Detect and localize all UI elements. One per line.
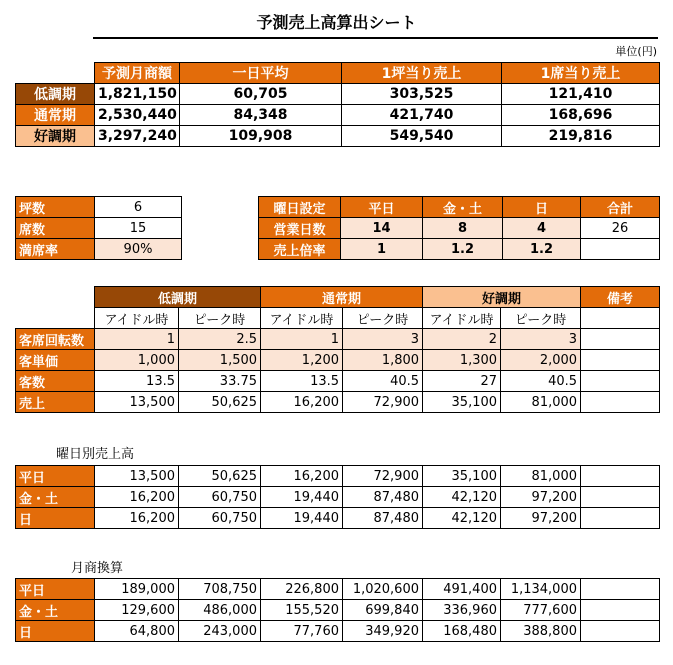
remarks-cell[interactable] xyxy=(581,487,660,508)
weekday-header: 平日 xyxy=(341,197,423,218)
daily-cell[interactable]: 60,750 xyxy=(179,508,261,529)
daily-sales-table xyxy=(15,465,660,529)
main-cell[interactable]: 33.75 xyxy=(179,371,261,392)
main-cell[interactable]: 1,000 xyxy=(95,350,179,371)
daily-cell[interactable]: 72,900 xyxy=(343,466,423,487)
summary-cell[interactable]: 219,816 xyxy=(502,126,660,147)
summary-header: 1坪当り売上 xyxy=(342,63,502,84)
remarks-cell[interactable] xyxy=(581,329,660,350)
monthly-cell[interactable]: 336,960 xyxy=(423,600,501,621)
summary-cell[interactable]: 421,740 xyxy=(342,105,502,126)
subheader: ピーク時 xyxy=(343,308,423,329)
main-cell[interactable]: 1,800 xyxy=(343,350,423,371)
store-value[interactable]: 6 xyxy=(95,197,182,218)
monthly-cell[interactable]: 189,000 xyxy=(95,579,179,600)
summary-cell[interactable]: 2,530,440 xyxy=(95,105,180,126)
daily-cell[interactable]: 42,120 xyxy=(423,487,501,508)
daily-cell[interactable]: 16,200 xyxy=(95,508,179,529)
period-header-normal: 通常期 xyxy=(261,287,423,308)
weekday-table xyxy=(258,196,660,260)
store-label: 席数 xyxy=(16,218,95,239)
summary-header: 予測月商額 xyxy=(95,63,180,84)
daily-cell[interactable]: 16,200 xyxy=(95,487,179,508)
monthly-cell[interactable]: 388,800 xyxy=(501,621,581,642)
summary-cell[interactable]: 60,705 xyxy=(180,84,342,105)
main-row-label: 客席回転数 xyxy=(16,329,95,350)
subheader: アイドル時 xyxy=(423,308,501,329)
main-corner xyxy=(16,308,95,329)
daily-row-label: 平日 xyxy=(16,466,95,487)
main-cell[interactable]: 3 xyxy=(343,329,423,350)
weekday-row-label: 営業日数 xyxy=(259,218,341,239)
monthly-cell[interactable]: 129,600 xyxy=(95,600,179,621)
remarks-cell[interactable] xyxy=(581,350,660,371)
weekday-header: 金・土 xyxy=(423,197,503,218)
weekday-header: 合計 xyxy=(581,197,660,218)
monthly-cell[interactable]: 1,134,000 xyxy=(501,579,581,600)
daily-cell[interactable]: 97,200 xyxy=(501,487,581,508)
main-cell[interactable]: 1,500 xyxy=(179,350,261,371)
summary-header: 一日平均 xyxy=(180,63,342,84)
summary-cell[interactable]: 3,297,240 xyxy=(95,126,180,147)
weekday-header: 日 xyxy=(503,197,581,218)
main-cell[interactable]: 1 xyxy=(261,329,343,350)
summary-table xyxy=(15,62,660,147)
main-cell[interactable]: 1,300 xyxy=(423,350,501,371)
daily-cell[interactable]: 19,440 xyxy=(261,487,343,508)
main-cell[interactable]: 81,000 xyxy=(501,392,581,413)
daily-cell[interactable]: 16,200 xyxy=(261,466,343,487)
summary-row-label: 通常期 xyxy=(16,105,95,126)
daily-cell[interactable]: 81,000 xyxy=(501,466,581,487)
monthly-cell[interactable]: 349,920 xyxy=(343,621,423,642)
monthly-row-label: 金・土 xyxy=(16,600,95,621)
unit-label: 単位(円) xyxy=(615,45,657,58)
summary-cell[interactable]: 1,821,150 xyxy=(95,84,180,105)
monthly-cell[interactable]: 777,600 xyxy=(501,600,581,621)
main-cell[interactable]: 3 xyxy=(501,329,581,350)
subheader: ピーク時 xyxy=(501,308,581,329)
remarks-cell[interactable] xyxy=(581,508,660,529)
store-label: 満席率 xyxy=(16,239,95,260)
summary-cell[interactable]: 549,540 xyxy=(342,126,502,147)
daily-cell[interactable]: 87,480 xyxy=(343,508,423,529)
period-header-low: 低調期 xyxy=(95,287,261,308)
weekday-cell[interactable]: 4 xyxy=(503,218,581,239)
main-cell[interactable]: 50,625 xyxy=(179,392,261,413)
remarks-cell[interactable] xyxy=(581,392,660,413)
daily-sales-title: 曜日別売上高 xyxy=(56,447,135,462)
daily-cell[interactable]: 87,480 xyxy=(343,487,423,508)
remarks-cell[interactable] xyxy=(581,371,660,392)
monthly-cell[interactable]: 491,400 xyxy=(423,579,501,600)
main-cell[interactable]: 13,500 xyxy=(95,392,179,413)
daily-cell[interactable]: 35,100 xyxy=(423,466,501,487)
summary-row-label: 低調期 xyxy=(16,84,95,105)
daily-row-label: 日 xyxy=(16,508,95,529)
weekday-cell[interactable]: 1.2 xyxy=(423,239,503,260)
monthly-title: 月商換算 xyxy=(71,561,124,576)
summary-cell[interactable]: 109,908 xyxy=(180,126,342,147)
daily-cell[interactable]: 19,440 xyxy=(261,508,343,529)
weekday-row-label: 売上倍率 xyxy=(259,239,341,260)
subheader: アイドル時 xyxy=(95,308,179,329)
summary-cell[interactable]: 121,410 xyxy=(502,84,660,105)
monthly-cell[interactable]: 1,020,600 xyxy=(343,579,423,600)
monthly-cell[interactable]: 168,480 xyxy=(423,621,501,642)
main-cell[interactable]: 2.5 xyxy=(179,329,261,350)
main-corner xyxy=(16,287,95,308)
weekday-total[interactable] xyxy=(581,239,660,260)
daily-row-label: 金・土 xyxy=(16,487,95,508)
monthly-cell[interactable]: 708,750 xyxy=(179,579,261,600)
daily-cell[interactable]: 50,625 xyxy=(179,466,261,487)
main-cell[interactable]: 72,900 xyxy=(343,392,423,413)
remarks-cell[interactable] xyxy=(581,579,660,600)
weekday-header: 曜日設定 xyxy=(259,197,341,218)
remarks-header: 備考 xyxy=(581,287,660,308)
summary-header: 1席当り売上 xyxy=(502,63,660,84)
remarks-cell[interactable] xyxy=(581,621,660,642)
monthly-cell[interactable]: 226,800 xyxy=(261,579,343,600)
sheet-title: 予測売上高算出シート xyxy=(256,13,417,32)
remarks-cell[interactable] xyxy=(581,466,660,487)
main-cell[interactable]: 16,200 xyxy=(261,392,343,413)
main-cell[interactable]: 27 xyxy=(423,371,501,392)
remarks-cell[interactable] xyxy=(581,308,660,329)
store-label: 坪数 xyxy=(16,197,95,218)
main-cell[interactable]: 2,000 xyxy=(501,350,581,371)
summary-cell[interactable]: 84,348 xyxy=(180,105,342,126)
summary-corner xyxy=(16,63,95,84)
monthly-cell[interactable]: 243,000 xyxy=(179,621,261,642)
main-table xyxy=(15,286,660,413)
title-underline xyxy=(93,37,658,39)
daily-cell[interactable]: 13,500 xyxy=(95,466,179,487)
daily-cell[interactable]: 97,200 xyxy=(501,508,581,529)
main-cell[interactable]: 1 xyxy=(95,329,179,350)
summary-row-label: 好調期 xyxy=(16,126,95,147)
main-cell[interactable]: 1,200 xyxy=(261,350,343,371)
main-row-label: 売上 xyxy=(16,392,95,413)
daily-cell[interactable]: 42,120 xyxy=(423,508,501,529)
main-row-label: 客単価 xyxy=(16,350,95,371)
main-cell[interactable]: 35,100 xyxy=(423,392,501,413)
period-header-good: 好調期 xyxy=(423,287,581,308)
main-cell[interactable]: 40.5 xyxy=(343,371,423,392)
summary-cell[interactable]: 168,696 xyxy=(502,105,660,126)
weekday-cell[interactable]: 8 xyxy=(423,218,503,239)
subheader: アイドル時 xyxy=(261,308,343,329)
monthly-row-label: 平日 xyxy=(16,579,95,600)
store-value[interactable]: 15 xyxy=(95,218,182,239)
summary-cell[interactable]: 303,525 xyxy=(342,84,502,105)
weekday-cell[interactable]: 14 xyxy=(341,218,423,239)
monthly-cell[interactable]: 699,840 xyxy=(343,600,423,621)
daily-cell[interactable]: 60,750 xyxy=(179,487,261,508)
subheader: ピーク時 xyxy=(179,308,261,329)
remarks-cell[interactable] xyxy=(581,600,660,621)
store-value[interactable]: 90% xyxy=(95,239,182,260)
weekday-cell[interactable]: 1.2 xyxy=(503,239,581,260)
monthly-cell[interactable]: 77,760 xyxy=(261,621,343,642)
weekday-cell[interactable]: 1 xyxy=(341,239,423,260)
main-cell[interactable]: 40.5 xyxy=(501,371,581,392)
main-cell[interactable]: 13.5 xyxy=(95,371,179,392)
monthly-row-label: 日 xyxy=(16,621,95,642)
monthly-cell[interactable]: 486,000 xyxy=(179,600,261,621)
monthly-cell[interactable]: 64,800 xyxy=(95,621,179,642)
store-table xyxy=(15,196,182,260)
main-cell[interactable]: 2 xyxy=(423,329,501,350)
weekday-total[interactable]: 26 xyxy=(581,218,660,239)
main-row-label: 客数 xyxy=(16,371,95,392)
monthly-table xyxy=(15,578,660,642)
main-cell[interactable]: 13.5 xyxy=(261,371,343,392)
monthly-cell[interactable]: 155,520 xyxy=(261,600,343,621)
